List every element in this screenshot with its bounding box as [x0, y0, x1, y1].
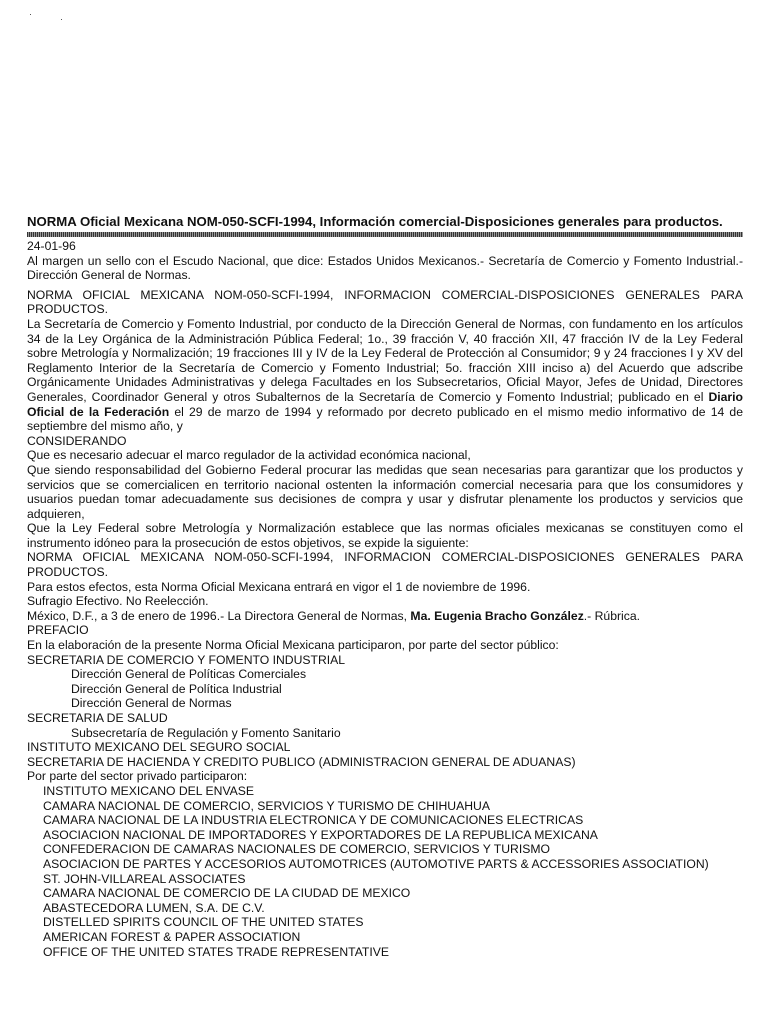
consideration: Que es necesario adecuar el marco regulador de la actividad económica nacional,	[27, 448, 471, 463]
norm-heading-repeat: NORMA OFICIAL MEXICANA NOM-050-SCFI-1994, INFORMACION COMERCIAL-DISPOSICIONES GENERALES PARA PRODUCTOS.	[27, 550, 743, 580]
private-entity: INSTITUTO MEXICANO DEL ENVASE	[43, 783, 255, 798]
private-entity: CAMARA NACIONAL DE COMERCIO, SERVICIOS Y TURISMO DE CHIHUAHUA	[43, 798, 490, 813]
consideration: Que la Ley Federal sobre Metrología y Normalización establece que las normas oficiales mexicanas se constituyen como el instrumento idóneo para la prosecución de estos objetivos, se expide la siguiente:	[27, 521, 743, 550]
signature-text: México, D.F., a 3 de enero de 1996.- La Directora General de Normas,	[27, 608, 411, 623]
scan-speck	[30, 14, 31, 15]
public-entity: SECRETARIA DE HACIENDA Y CREDITO PUBLICO (ADMINISTRACION GENERAL DE ADUANAS)	[27, 754, 576, 769]
private-entity: ASOCIACION NACIONAL DE IMPORTADORES Y EXPORTADORES DE LA REPUBLICA MEXICANA	[43, 827, 598, 842]
prefacio-heading: PREFACIO	[27, 623, 89, 638]
intro-text-end: el 29 de marzo de 1994 y reformado por decreto publicado en el mismo medio informativo de 14 de septiembre del mismo año, y	[27, 404, 743, 434]
prefacio-intro: En la elaboración de la presente Norma Oficial Mexicana participaron, por parte del sector público:	[27, 638, 559, 653]
private-entity: AMERICAN FOREST & PAPER ASSOCIATION	[43, 929, 301, 944]
public-subentity: Dirección General de Normas	[71, 696, 232, 711]
norm-heading: NORMA OFICIAL MEXICANA NOM-050-SCFI-1994, INFORMACION COMERCIAL-DISPOSICIONES GENERALES PARA PRODUCTOS.	[27, 287, 743, 317]
diario-oficial-bold: Diario Oficial de la Federación	[27, 389, 743, 419]
public-entity: SECRETARIA DE SALUD	[27, 711, 168, 725]
private-entity: CAMARA NACIONAL DE COMERCIO DE LA CIUDAD DE MEXICO	[43, 886, 411, 901]
intro-text: La Secretaría de Comercio y Fomento Industrial, por conducto de la Dirección General de Normas, con fundamento en los artículos 34 de la Ley Orgánica de la Administración Pública Federal; 1o., 39 fracción V, 40 fracción XII, 47 fracción IV de la Ley Federal sobre Metrología y Normalización; 19 fracciones III y IV de la Ley Federal de Protección al Consumidor; 9 y 24 fracciones I y XV del Reglamento Interior de la Secretaría de Comercio y Fomento Industrial; 5o. fracción XIII inciso a) del Acuerdo que adscribe Orgánicamente Unidades Administrativas y delega Facultades en los Subsecretarios, Oficial Mayor, Jefes de Unidad, Directores Generales, Coordinador General y otros Subalternos de la Secretaría de Comercio y Fomento Industrial; publicado en el	[27, 316, 743, 404]
public-entity: INSTITUTO MEXICANO DEL SEGURO SOCIAL	[27, 740, 291, 755]
signature-end: .- Rúbrica.	[583, 608, 641, 623]
private-entity: ASOCIACION DE PARTES Y ACCESORIOS AUTOMOTRICES (AUTOMOTIVE PARTS & ACCESSORIES ASSOCIATION)	[43, 856, 709, 871]
private-entity: ST. JOHN-VILLAREAL ASSOCIATES	[43, 871, 246, 886]
private-intro: Por parte del sector privado participaron:	[27, 769, 248, 784]
public-subentity: Dirección General de Política Industrial	[71, 681, 282, 696]
document-title: NORMA Oficial Mexicana NOM-050-SCFI-1994, Información comercial-Disposiciones generales para productos.	[27, 214, 723, 229]
public-subentity: Subsecretaría de Regulación y Fomento Sanitario	[71, 725, 341, 740]
margin-note: Al margen un sello con el Escudo Nacional, que dice: Estados Unidos Mexicanos.- Secretaría de Comercio y Fomento Industrial.- Dirección General de Normas.	[27, 253, 743, 283]
consideration: Que siendo responsabilidad del Gobierno Federal procurar las medidas que sean necesarias para garantizar que los productos y servicios que se comercialicen en territorio nacional ostenten la información comercial necesaria para que los consumidores y usuarios puedan tomar adecuadamente sus decisiones de compra y usar y disfrutar plenamente los productos y servicios que adquieren,	[27, 462, 743, 521]
private-entity: CAMARA NACIONAL DE LA INDUSTRIA ELECTRONICA Y DE COMUNICACIONES ELECTRICAS	[43, 813, 584, 828]
public-entity: SECRETARIA DE COMERCIO Y FOMENTO INDUSTRIAL	[27, 652, 346, 667]
private-entity: ABASTECEDORA LUMEN, S.A. DE C.V.	[43, 900, 265, 915]
scan-speck	[61, 19, 62, 20]
private-entity: CONFEDERACION DE CAMARAS NACIONALES DE COMERCIO, SERVICIOS Y TURISMO	[43, 842, 551, 857]
title-divider	[27, 232, 743, 237]
document-page	[27, 214, 743, 959]
signature-line	[27, 609, 743, 624]
intro-paragraph	[27, 317, 743, 434]
effective-date: Para estos efectos, esta Norma Oficial Mexicana entrará en vigor el 1 de noviembre de 1996.	[27, 579, 531, 594]
private-entity: DISTELLED SPIRITS COUNCIL OF THE UNITED STATES	[43, 915, 364, 930]
private-entity: OFFICE OF THE UNITED STATES TRADE REPRESENTATIVE	[43, 944, 390, 959]
motto: Sufragio Efectivo. No Reelección.	[27, 594, 209, 609]
considerando-heading: CONSIDERANDO	[27, 433, 127, 448]
signatory-name: Ma. Eugenia Bracho González	[410, 608, 584, 623]
public-subentity: Dirección General de Políticas Comerciales	[71, 667, 307, 682]
publication-date: 24-01-96	[27, 239, 76, 253]
